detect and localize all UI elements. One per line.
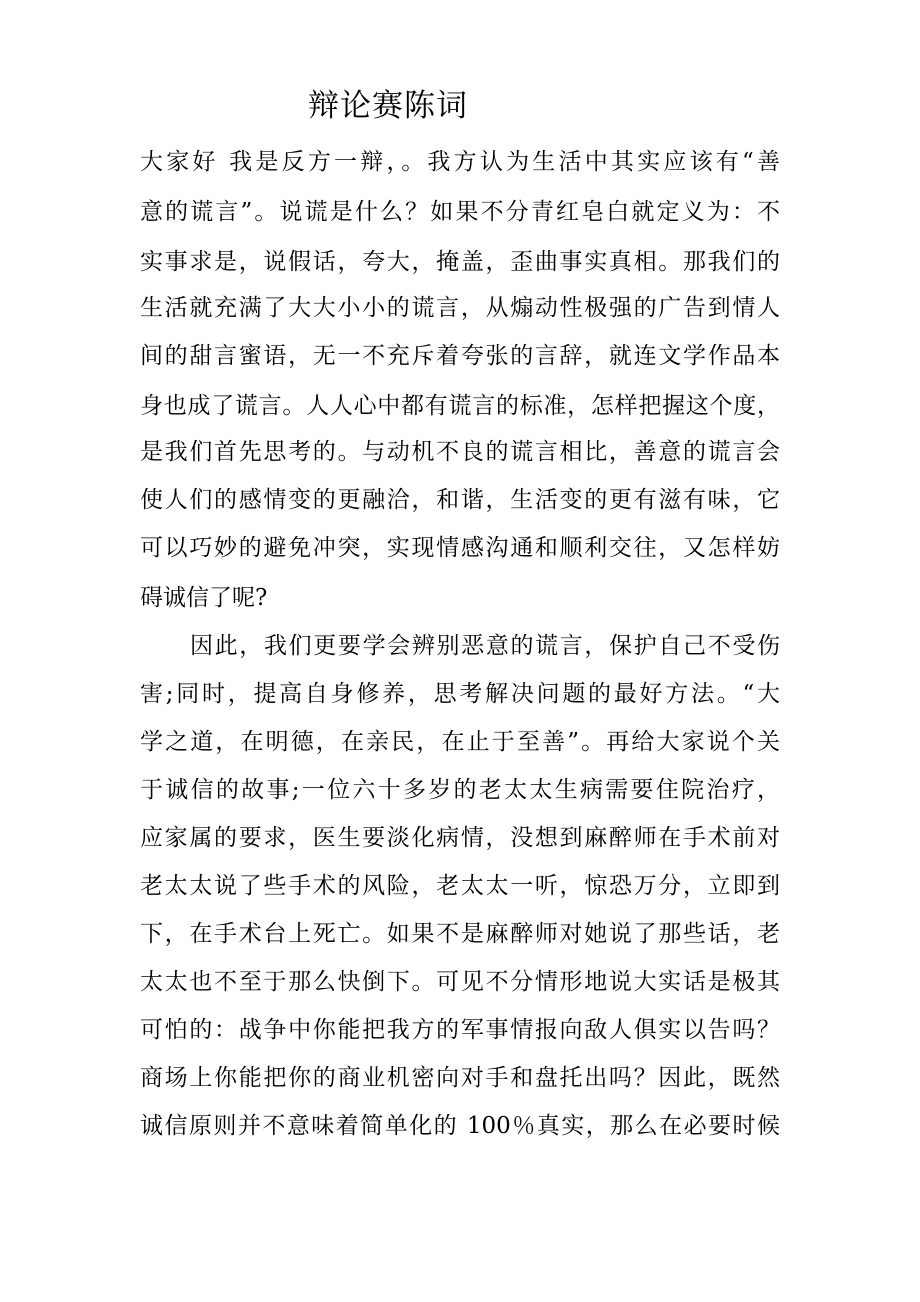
paragraph-2-line: 于诚信的故事;一位六十多岁的老太太生病需要住院治疗， [140, 777, 780, 803]
paragraph-1-line: 身也成了谎言。人人心中都有谎言的标准，怎样把握这个度， [140, 393, 780, 419]
paragraph-2-line: 商场上你能把你的商业机密向对手和盘托出吗？因此，既然 [140, 1065, 780, 1091]
paragraph-2-line: 可怕的：战争中你能把我方的军事情报向敌人俱实以告吗？ [140, 1017, 780, 1043]
document-title: 辩论赛陈词 [308, 88, 468, 124]
paragraph-1-line: 生活就充满了大大小小的谎言，从煽动性极强的广告到情人 [140, 295, 780, 321]
paragraph-2-line: 学之道，在明德，在亲民，在止于至善”。再给大家说个关 [140, 729, 780, 755]
paragraph-1-line: 是我们首先思考的。与动机不良的谎言相比，善意的谎言会 [140, 439, 780, 465]
paragraph-2-line: 应家属的要求，医生要淡化病情，没想到麻醉师在手术前对 [140, 825, 780, 851]
paragraph-1-line: 使人们的感情变的更融洽，和谐，生活变的更有滋有味，它 [140, 487, 780, 513]
paragraph-1-line: 大家好 我是反方一辩，。我方认为生活中其实应该有“善 [140, 149, 780, 175]
paragraph-2-line: 下，在手术台上死亡。如果不是麻醉师对她说了那些话，老 [140, 921, 780, 947]
paragraph-1-line: 意的谎言”。说谎是什么？如果不分青红皂白就定义为：不 [140, 199, 780, 225]
paragraph-1-line: 实事求是，说假话，夸大，掩盖，歪曲事实真相。那我们的 [140, 249, 780, 275]
paragraph-2-line: 诚信原则并不意味着简单化的 100％真实，那么在必要时候 [140, 1113, 780, 1139]
paragraph-2-line: 老太太说了些手术的风险，老太太一听，惊恐万分，立即到 [140, 873, 780, 899]
paragraph-1-line: 碍诚信了呢? [140, 585, 268, 611]
paragraph-1-line: 间的甜言蜜语，无一不充斥着夸张的言辞，就连文学作品本 [140, 343, 780, 369]
paragraph-2-line: 太太也不至于那么快倒下。可见不分情形地说大实话是极其 [140, 969, 780, 995]
paragraph-2-line: 因此，我们更要学会辨别恶意的谎言，保护自己不受伤 [190, 633, 780, 659]
paragraph-1-line: 可以巧妙的避免冲突，实现情感沟通和顺利交往，又怎样妨 [140, 535, 780, 561]
paragraph-2-line: 害;同时，提高自身修养，思考解决问题的最好方法。“大 [140, 681, 780, 707]
